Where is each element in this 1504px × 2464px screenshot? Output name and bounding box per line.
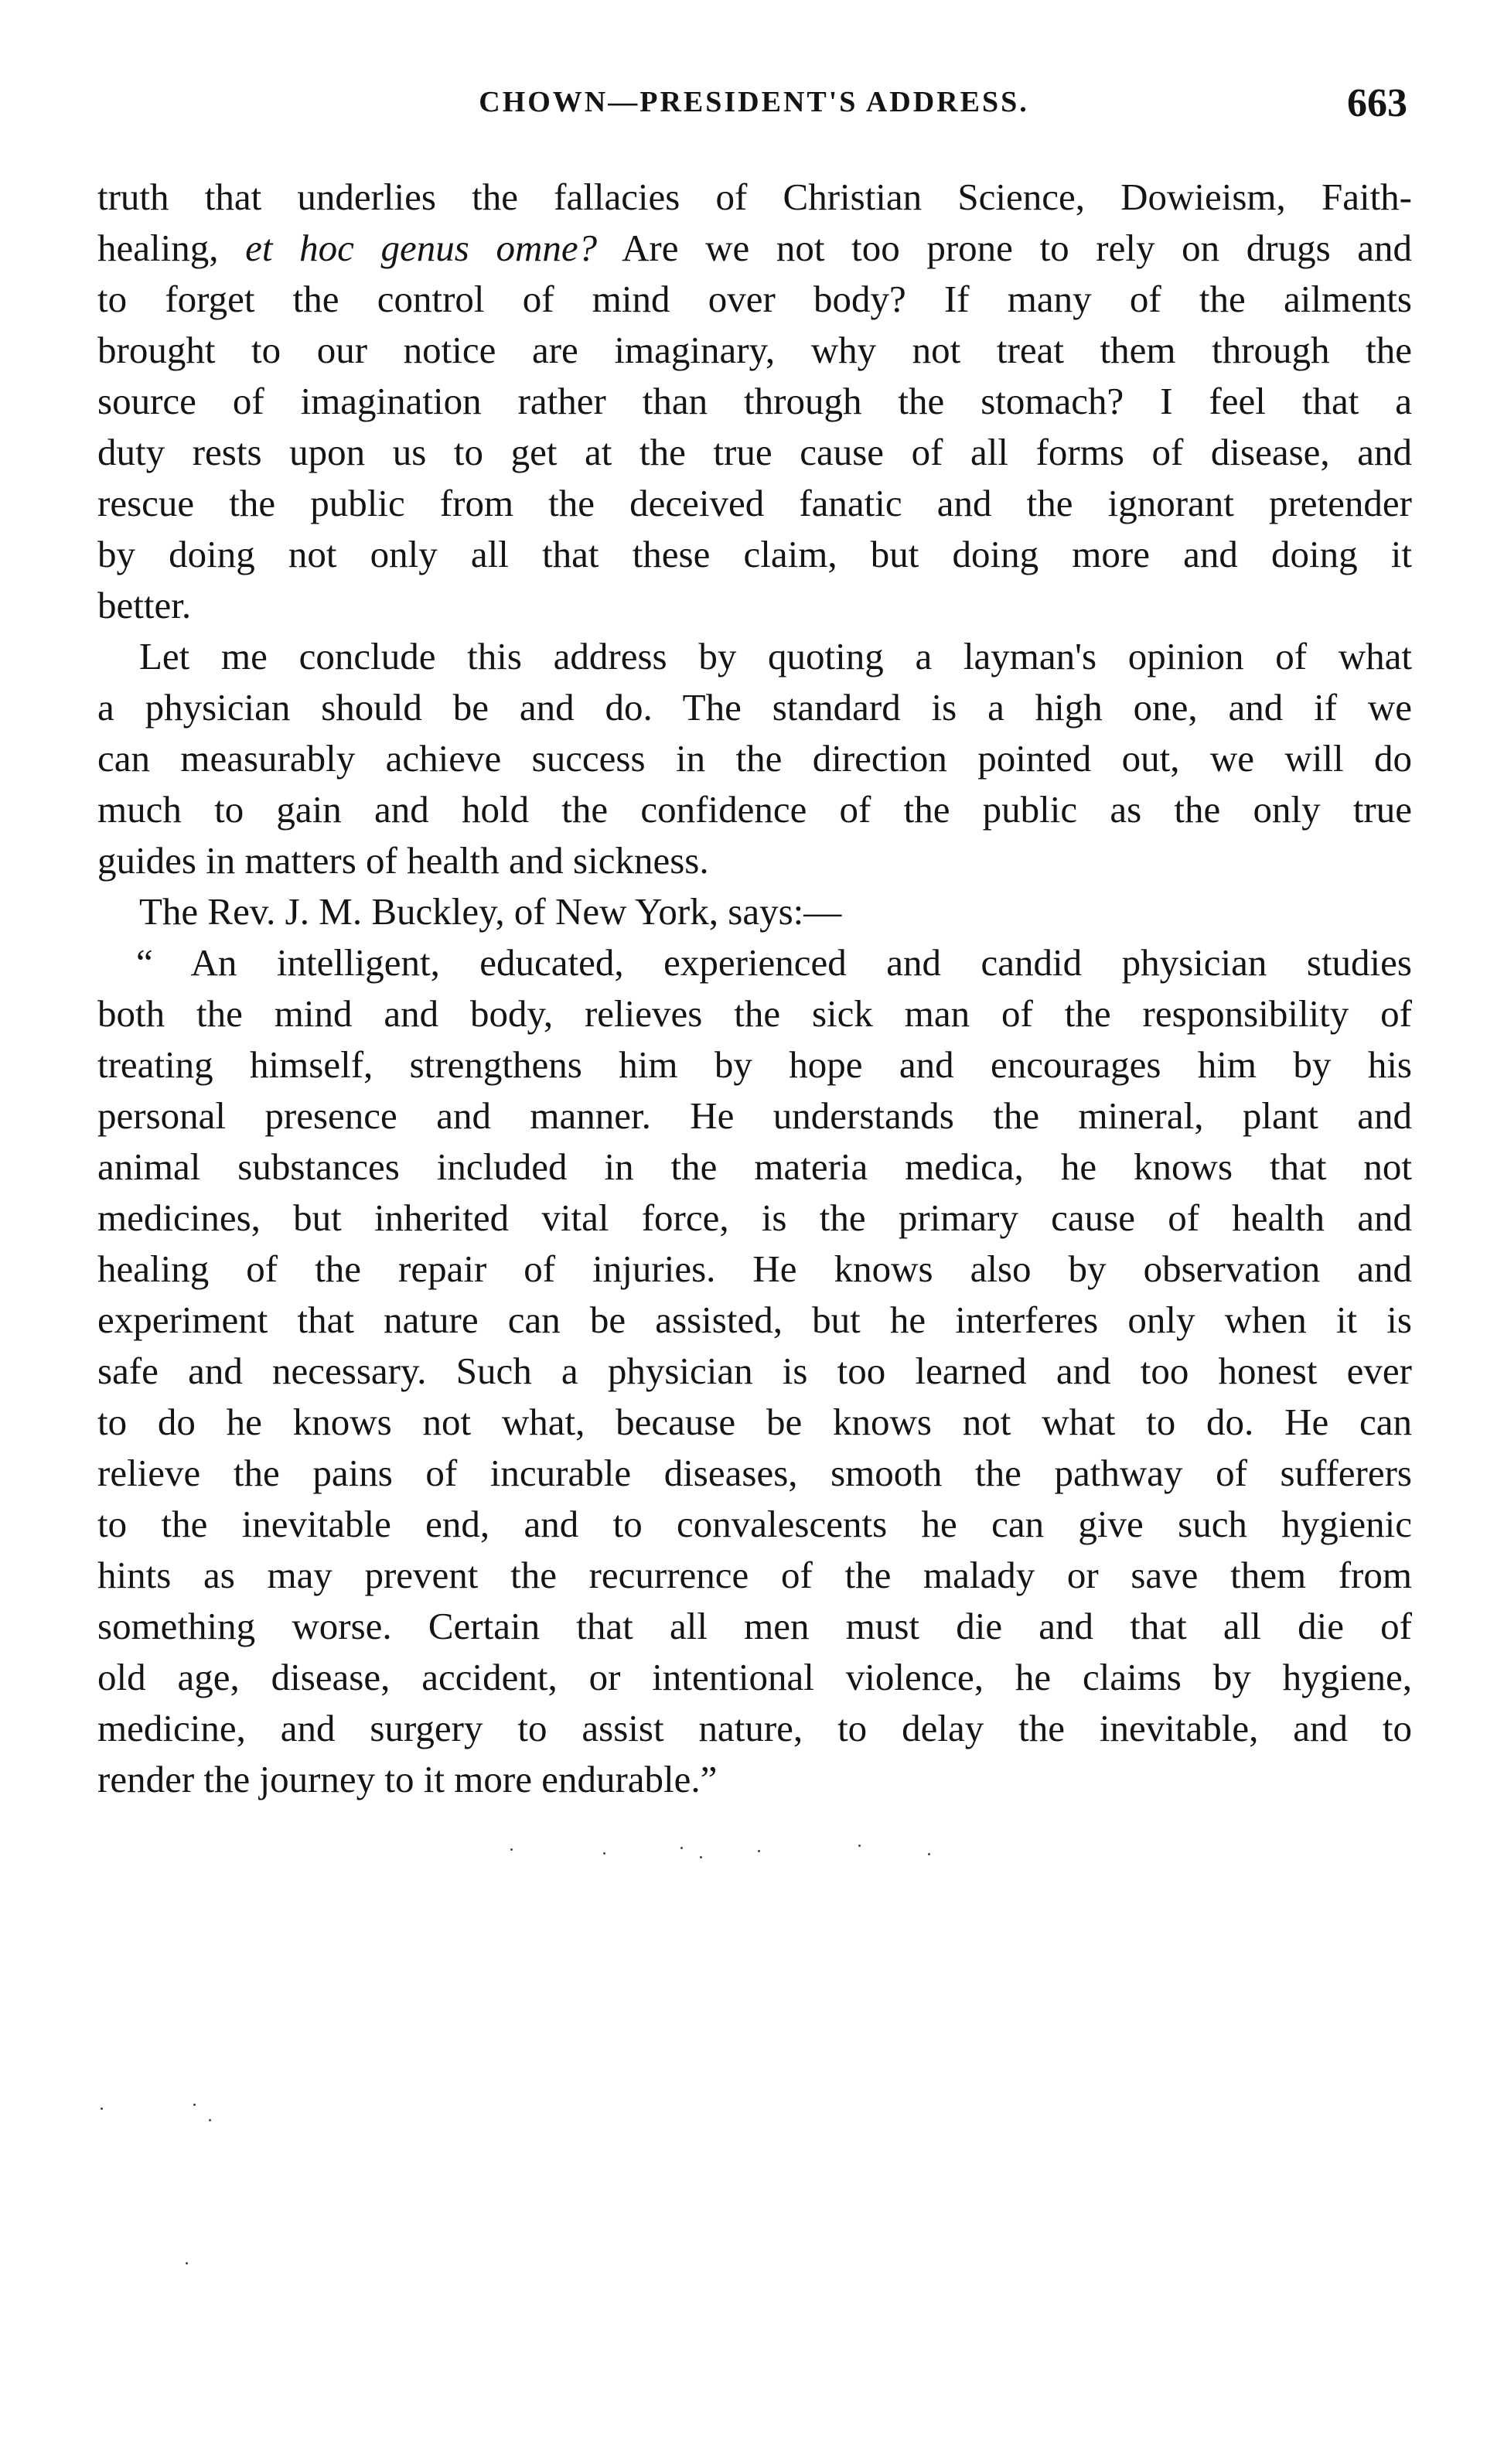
text-line: brought to our notice are imaginary, why not treat them through the <box>97 329 1412 371</box>
scan-speck <box>209 2119 211 2121</box>
quote-line: healing of the repair of injuries. He knows also by observation and <box>97 1247 1412 1290</box>
quote-line: treating himself, strengthens him by hope and encourages him by his <box>97 1043 1412 1086</box>
quote-line: something worse. Certain that all men must die and that all die of <box>97 1605 1412 1647</box>
quote-line: medicines, but inherited vital force, is the primary cause of health and <box>97 1196 1412 1239</box>
quote-line: medicine, and surgery to assist nature, to delay the inevitable, and to <box>97 1707 1412 1749</box>
quote-line: animal substances included in the materia medica, he knows that not <box>97 1145 1412 1188</box>
scan-speck <box>603 1852 605 1855</box>
quote-line: to the inevitable end, and to convalescents he can give such hygienic <box>97 1503 1412 1545</box>
quote-line: safe and necessary. Such a physician is too learned and too honest ever <box>97 1350 1412 1392</box>
text-line: Let me conclude this address by quoting a layman's opinion of what <box>139 635 1412 677</box>
quote-line: relieve the pains of incurable diseases, smooth the pathway of sufferers <box>97 1452 1412 1494</box>
page-number: 663 <box>1347 81 1407 125</box>
text-line <box>97 223 1412 274</box>
quote-line: hints as may prevent the recurrence of the malady or save them from <box>97 1554 1412 1596</box>
text-line: can measurably achieve success in the direction pointed out, we will do <box>97 737 1412 780</box>
scan-speck <box>858 1845 861 1847</box>
quote-line: personal presence and manner. He understands the mineral, plant and <box>97 1094 1412 1137</box>
text-line: rescue the public from the deceived fanatic and the ignorant pretender <box>97 482 1412 524</box>
text-line: source of imagination rather than through the stomach? I feel that a <box>97 380 1412 422</box>
text-line: truth that underlies the fallacies of Christian Science, Dowieism, Faith- <box>97 176 1412 218</box>
text-line: to forget the control of mind over body? If many of the ailments <box>97 278 1412 320</box>
body-text <box>97 172 1412 1805</box>
scan-speck <box>510 1848 513 1851</box>
text-segment: Are we not too prone to rely on drugs and <box>622 227 1413 269</box>
scan-speck <box>700 1856 702 1858</box>
text-line: The Rev. J. M. Buckley, of New York, says:— <box>139 890 842 933</box>
scan-speck <box>193 2104 196 2106</box>
quote-line: render the journey to it more endurable.” <box>97 1758 718 1800</box>
running-head <box>101 81 1407 131</box>
text-line: by doing not only all that these claim, but doing more and doing it <box>97 533 1412 575</box>
scan-speck <box>101 2107 103 2110</box>
text-segment: healing, <box>97 227 219 269</box>
text-line: a physician should be and do. The standard is a high one, and if we <box>97 686 1412 729</box>
scan-speck <box>758 1850 760 1852</box>
quote-line: experiment that nature can be assisted, but he interferes only when it is <box>97 1299 1412 1341</box>
text-line: guides in matters of health and sickness. <box>97 839 709 882</box>
scan-speck <box>680 1847 683 1849</box>
scan-speck <box>928 1853 930 1855</box>
running-title: CHOWN—PRESIDENT'S ADDRESS. <box>479 86 1029 118</box>
quote-line: to do he knows not what, because be knows not what to do. He can <box>97 1401 1412 1443</box>
text-line: duty rests upon us to get at the true cause of all forms of disease, and <box>97 431 1412 473</box>
quote-line: both the mind and body, relieves the sick man of the responsibility of <box>97 992 1412 1035</box>
scan-speck <box>186 2262 188 2264</box>
quote-line: old age, disease, accident, or intentional violence, he claims by hygiene, <box>97 1656 1412 1698</box>
text-line: much to gain and hold the confidence of the public as the only true <box>97 788 1412 831</box>
text-line: better. <box>97 584 192 626</box>
quote-line: “ An intelligent, educated, experienced and candid physician studies <box>136 941 1412 984</box>
latin-phrase: et hoc genus omne? <box>245 227 598 269</box>
